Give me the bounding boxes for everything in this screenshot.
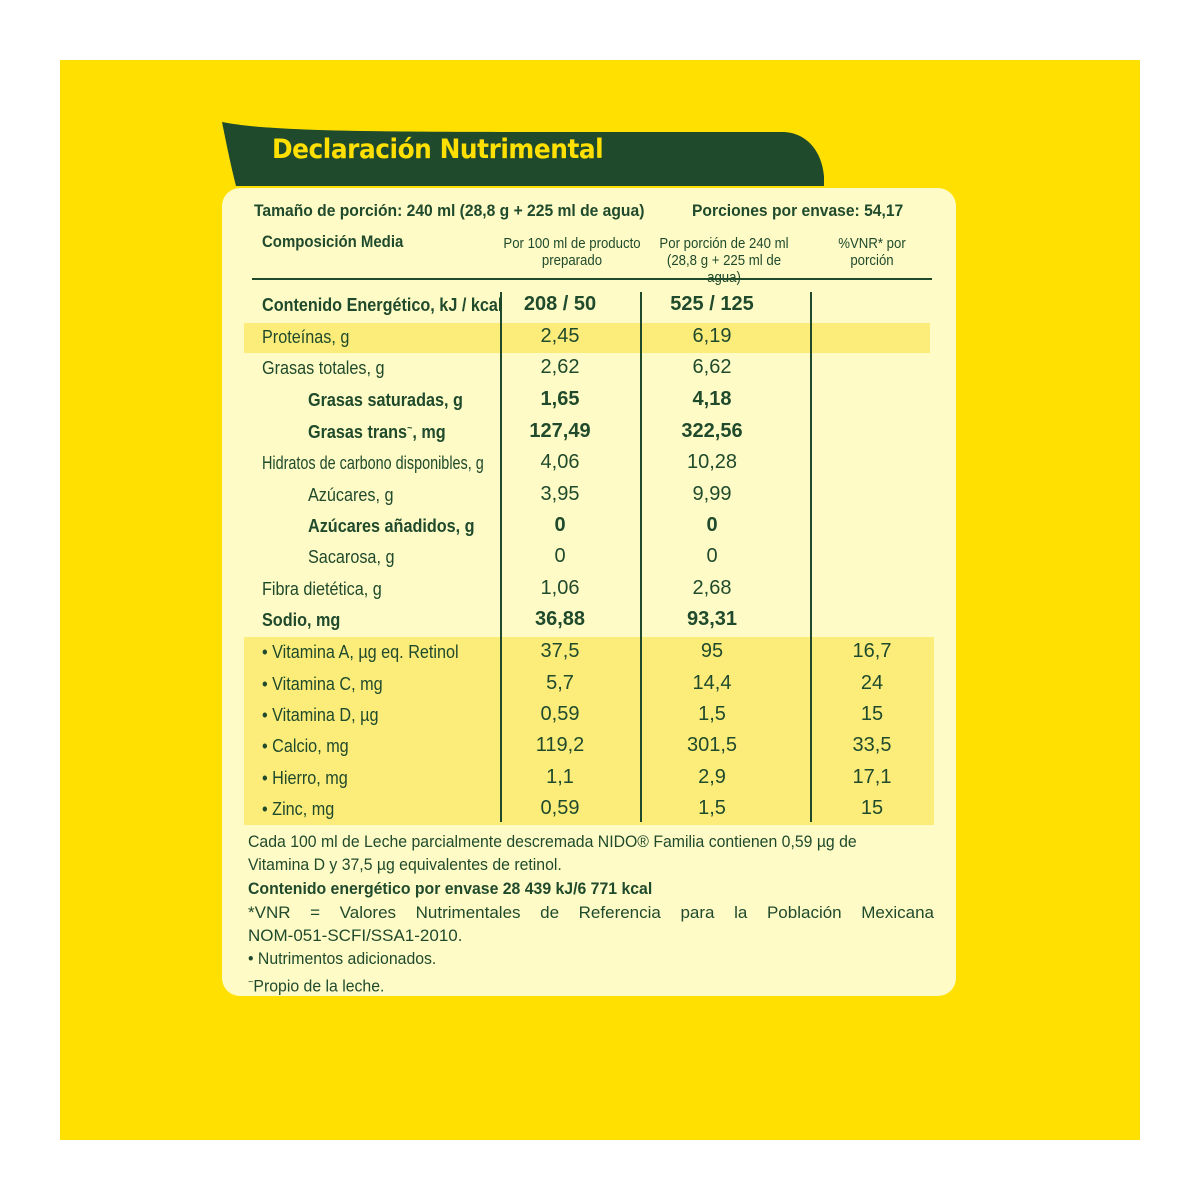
table-row [0,606,1200,638]
table-row [0,449,1200,481]
col-per100-line2: preparado [541,252,603,269]
table-row [0,701,1200,733]
row-perportion: 0 [706,545,718,567]
table-row [0,291,1200,323]
row-per100: 0 [554,545,566,567]
row-perportion: 95 [700,640,724,662]
row-label: Sodio, mg [262,610,341,630]
row-vnr: 33,5 [852,734,892,756]
row-perportion: 14,4 [692,672,732,694]
footnote-own-text: Propio de la leche. [253,976,385,996]
table-row [0,354,1200,386]
row-label: • Vitamina A, µg eq. Retinol [262,642,459,662]
row-perportion: 6,19 [692,325,732,347]
table-row [0,732,1200,764]
row-label: • Zinc, mg [262,799,335,819]
row-per100: 1,1 [546,766,574,788]
row-label-suffix: , mg [412,422,446,442]
servings-per-container: Porciones por envase: 54,17 [692,201,904,220]
row-per100: 5,7 [546,672,574,694]
footnote-added [248,947,934,970]
row-label: Azúcares añadidos, g [308,516,475,536]
row-per100: 3,95 [540,483,580,505]
col-vnr: %VNR* por porción [838,235,906,269]
row-per100: 127,49 [529,420,591,442]
own-mark: ~ [248,977,254,988]
row-per100: 1,06 [540,577,580,599]
row-label: Proteínas, g [262,327,350,347]
footnote-own [248,971,934,998]
footnote-energy-text: Contenido energético por envase 28 439 kJ/6 771 kcal [248,879,653,898]
row-per100: 37,5 [540,640,580,662]
row-label: Hidratos de carbono disponibles, g [262,453,484,473]
row-label-main: Grasas trans [308,422,408,442]
row-perportion: 2,9 [698,766,726,788]
row-per100: 208 / 50 [523,293,597,315]
row-label: • Vitamina D, µg [262,705,379,725]
row-perportion: 1,5 [698,797,726,819]
table-row [0,323,1200,355]
row-per100: 2,45 [540,325,580,347]
table-row [0,386,1200,418]
col-per100 [502,235,643,269]
row-perportion: 301,5 [686,734,738,756]
title-banner [222,122,824,186]
row-label: • Hierro, mg [262,768,348,788]
table-row [0,418,1200,450]
footnote-vnr-line-1: *VNR = Valores Nutrimentales de Referencia para la Población Mexicana [248,903,934,922]
footnote-vnr-line-2: NOM-051-SCFI/SSA1-2010. [248,926,463,945]
table-row [0,638,1200,670]
row-per100: 1,65 [540,388,580,410]
table-row [0,481,1200,513]
footnote-vnr [248,901,934,947]
col-perportion-line2: (28,8 g + 225 ml de [666,252,782,269]
row-label: • Vitamina C, mg [262,674,383,694]
row-label: Grasas saturadas, g [308,390,463,410]
row-per100: 0,59 [540,797,580,819]
footnote-line-2: Vitamina D y 37,5 µg equivalentes de retinol. [248,855,562,874]
row-label: Grasas totales, g [262,358,385,378]
row-per100: 0,59 [540,703,580,725]
col-perportion-line1: Por porción de 240 ml [659,235,789,252]
table-row [0,670,1200,702]
row-label: Sacarosa, g [308,547,395,567]
own-mark: ~ [407,423,413,434]
row-vnr: 17,1 [852,766,892,788]
row-label [308,422,446,443]
row-perportion: 93,31 [686,608,738,630]
table-row [0,575,1200,607]
row-vnr: 15 [860,703,884,725]
header-rule [252,278,932,280]
table-row [0,512,1200,544]
footnote-energy [248,877,934,900]
table-row [0,764,1200,796]
row-label: Fibra dietética, g [262,579,382,599]
footnote-vitamins [248,830,934,876]
table-row [0,795,1200,827]
serving-size: Tamaño de porción: 240 ml (28,8 g + 225 ml de agua) [254,201,645,220]
row-vnr: 16,7 [852,640,892,662]
row-perportion: 322,56 [681,420,743,442]
row-per100: 4,06 [540,451,580,473]
table-row [0,543,1200,575]
row-label: Contenido Energético, kJ / kcal [262,295,503,315]
page-title: Declaración Nutrimental [272,134,604,165]
row-per100: 36,88 [534,608,586,630]
row-perportion: 4,18 [692,388,732,410]
row-perportion: 2,68 [692,577,732,599]
col-composition: Composición Media [262,232,404,251]
row-per100: 0 [554,514,566,536]
row-perportion: 1,5 [698,703,726,725]
col-per100-line1: Por 100 ml de producto [503,235,641,252]
row-label: • Calcio, mg [262,736,349,756]
row-perportion: 525 / 125 [670,293,754,315]
row-vnr: 15 [860,797,884,819]
row-perportion: 10,28 [686,451,738,473]
row-perportion: 6,62 [692,356,732,378]
row-per100: 2,62 [540,356,580,378]
row-vnr: 24 [860,672,884,694]
footnote-line-1: Cada 100 ml de Leche parcialmente descremada NIDO® Familia contienen 0,59 µg de [248,832,857,851]
row-per100: 119,2 [535,734,585,756]
row-perportion: 9,99 [692,483,732,505]
row-label: Azúcares, g [308,485,394,505]
footnote-added-text: • Nutrimentos adicionados. [248,949,437,968]
row-perportion: 0 [706,514,718,536]
